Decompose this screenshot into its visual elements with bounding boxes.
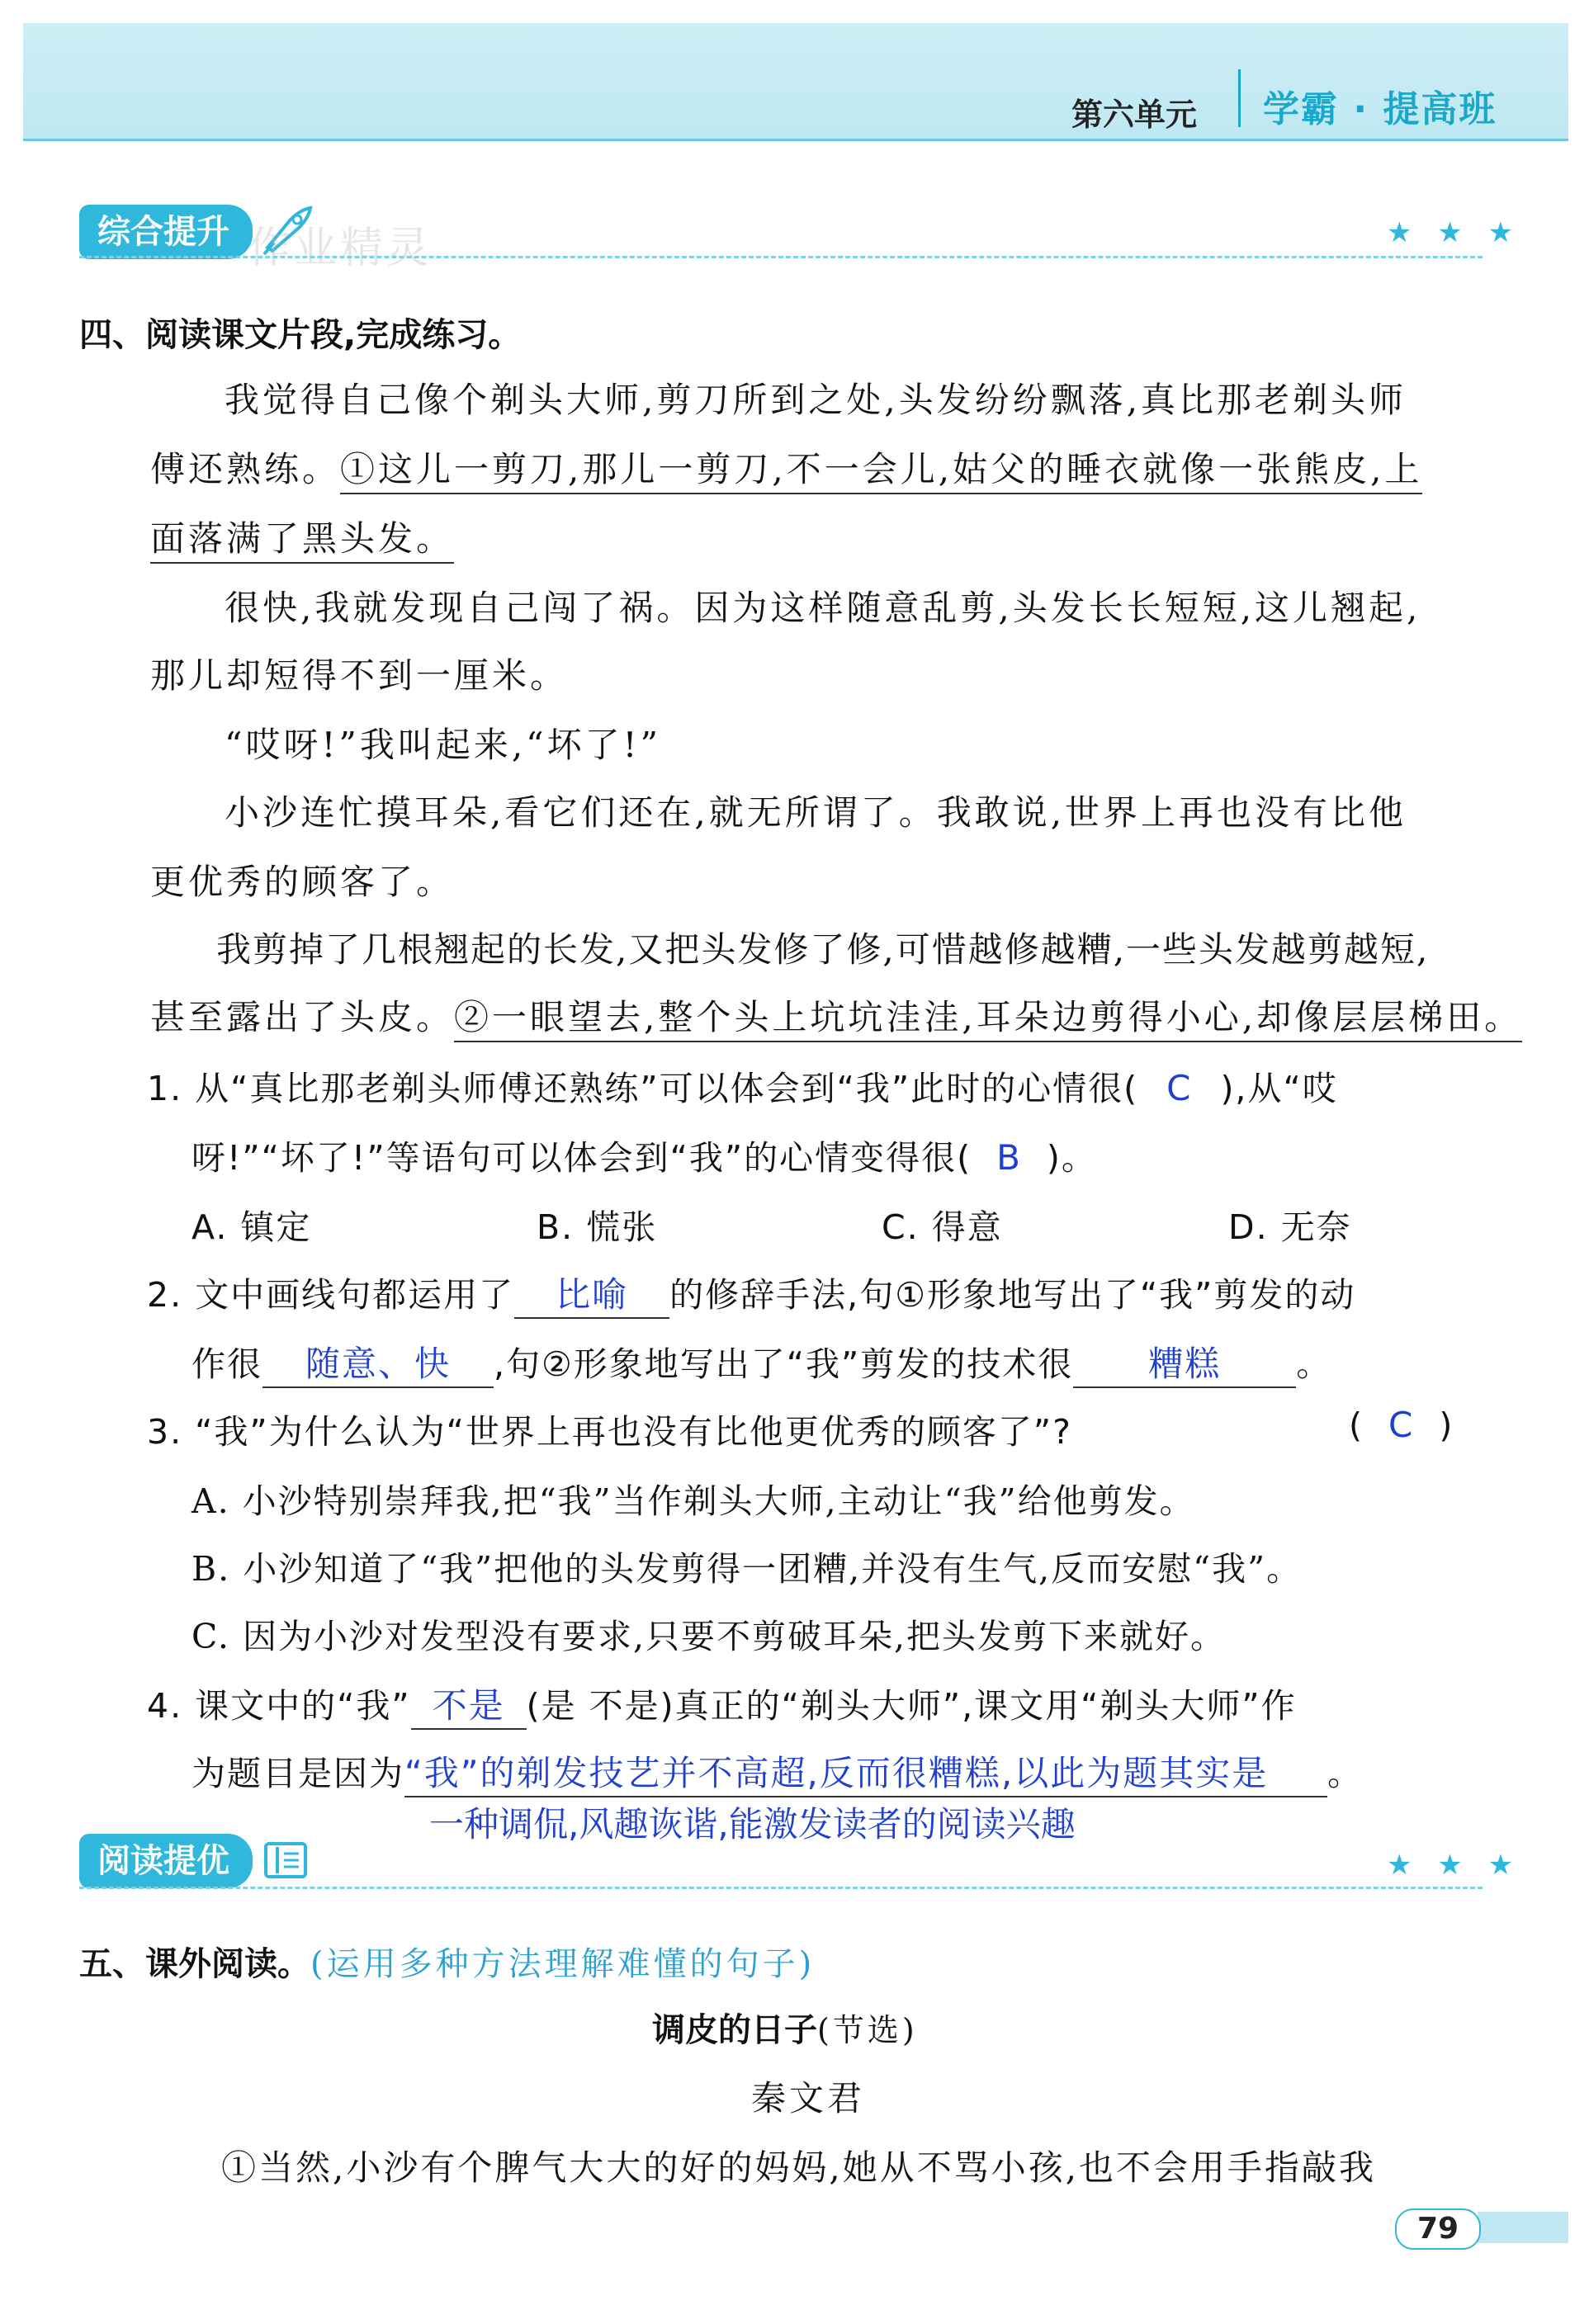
answer-blank-4b: [404, 1746, 1327, 1797]
passage-line-8: 更优秀的顾客了。: [150, 862, 455, 902]
option-3c: C. 因为小沙对发型没有要求,只要不剪破耳朵,把头发剪下来就好。: [192, 1617, 1227, 1656]
question-text: )。: [1046, 1138, 1097, 1178]
story-line-1: ①当然,小沙有个脾气大大的好的妈妈,她从不骂小孩,也不会用手指敲我: [221, 2147, 1377, 2188]
underlined-sentence-1-cont: 面落满了黑头发。: [150, 518, 454, 564]
answer-1a: C: [1166, 1068, 1193, 1108]
passage-line-9: 我剪掉了几根翘起的长发,又把头发修了修,可惜越修越糟,一些头发越剪越短,: [216, 929, 1430, 970]
answer-blank-2b: [262, 1337, 494, 1388]
question-title-text: 五、课外阅读。: [79, 1945, 310, 1983]
option-b: B. 慌张: [537, 1207, 658, 1247]
answer-blank-4a: [411, 1679, 527, 1730]
underlined-sentence-2: ②一眼望去,整个头上坑坑洼洼,耳朵边剪得小心,却像层层梯田。: [454, 997, 1522, 1042]
difficulty-stars: ★ ★ ★: [1387, 216, 1522, 249]
passage-text: 傅还熟练。: [150, 449, 341, 489]
question-text: 4. 课文中的“我”: [147, 1686, 411, 1726]
question-4-cont: [192, 1746, 1363, 1797]
header-divider: [1238, 69, 1241, 127]
answer-2c: 糟糕: [1148, 1344, 1222, 1384]
question-2: [147, 1268, 1355, 1319]
story-author: 秦文君: [751, 2078, 866, 2119]
answer-paren-3: [1349, 1405, 1454, 1445]
watermark: 作业精灵: [248, 224, 433, 273]
question-text: 。: [1327, 1754, 1363, 1793]
difficulty-stars: ★ ★ ★: [1387, 1849, 1522, 1882]
paren: (: [1349, 1405, 1364, 1445]
underlined-sentence-1: ①这儿一剪刀,那儿一剪刀,不一会儿,姑父的睡衣就像一张熊皮,上: [340, 449, 1422, 494]
question-4: [147, 1679, 1297, 1730]
question-title-5: [79, 1938, 815, 1985]
story-title-sub: (节选): [817, 2012, 918, 2048]
question-2-cont: [192, 1337, 1331, 1388]
question-1-cont: [192, 1131, 1097, 1179]
page-number: 79: [1395, 2208, 1481, 2250]
question-text: ),从“哎: [1220, 1069, 1338, 1108]
paren: ): [1439, 1405, 1454, 1445]
section-tag-reading: 阅读提优: [79, 1834, 253, 1888]
option-d: D. 无奈: [1228, 1207, 1352, 1247]
question-text: (是 不是)真正的“剃头大师”,课文用“剃头大师”作: [526, 1686, 1297, 1726]
answer-3: C: [1388, 1405, 1415, 1445]
option-c: C. 得意: [882, 1207, 1003, 1247]
passage-line-4: 很快,我就发现自己闯了祸。因为这样随意乱剪,头发长长短短,这儿翘起,: [225, 588, 1421, 628]
passage-line-10: [150, 990, 1522, 1040]
question-text: 1. 从“真比那老剃头师傅还熟练”可以体会到“我”此时的心情很(: [147, 1069, 1139, 1108]
question-text: 2. 文中画线句都运用了: [147, 1275, 515, 1315]
question-title-4: 四、阅读课文片段,完成练习。: [79, 316, 522, 354]
question-text: 为题目是因为: [192, 1754, 404, 1793]
answer-blank-2a: [514, 1268, 669, 1319]
brand-label: 学霸 · 提高班: [1263, 88, 1497, 130]
passage-line-2: [150, 442, 1422, 492]
footer-band: [1478, 2212, 1568, 2243]
option-3b: B. 小沙知道了“我”把他的头发剪得一团糟,并没有生气,反而安慰“我”。: [192, 1549, 1303, 1589]
option-3a: A. 小沙特别崇拜我,把“我”当作剃头大师,主动让“我”给他剪发。: [192, 1481, 1195, 1521]
question-text: 作很: [192, 1344, 262, 1384]
unit-label: 第六单元: [1071, 97, 1198, 133]
book-icon: [262, 1839, 309, 1885]
answer-2b: 随意、快: [305, 1344, 451, 1384]
passage-line-6: “哎呀!”我叫起来,“坏了!”: [225, 725, 661, 765]
answer-2a: 比喻: [556, 1274, 629, 1315]
passage-line-5: 那儿却短得不到一厘米。: [150, 655, 569, 696]
question-3: 3. “我”为什么认为“世界上再也没有比他更优秀的顾客了”?: [147, 1412, 1072, 1452]
answer-blank-2c: [1073, 1337, 1296, 1388]
question-text: 呀!”“坏了!”等语句可以体会到“我”的心情变得很(: [192, 1138, 972, 1178]
answer-1b: B: [996, 1137, 1022, 1178]
question-text: 的修辞手法,句①形象地写出了“我”剪发的动: [669, 1275, 1356, 1315]
answer-4a: 不是: [432, 1685, 505, 1726]
question-text: ,句②形象地写出了“我”剪发的技术很: [494, 1344, 1074, 1384]
story-title-text: 调皮的日子: [652, 2011, 817, 2049]
option-a: A. 镇定: [192, 1207, 312, 1247]
passage-line-3: [150, 512, 454, 561]
story-title: [652, 2004, 918, 2051]
section-tag-comprehensive: 综合提升: [79, 205, 253, 259]
passage-line-1: 我觉得自己像个剃头大师,剪刀所到之处,头发纷纷飘落,真比那老剃头师: [225, 380, 1407, 420]
answer-4b: “我”的剃发技艺并不高超,反而很糟糕,以此为题其实是: [404, 1753, 1269, 1793]
question-1: [147, 1061, 1338, 1110]
passage-line-7: 小沙连忙摸耳朵,看它们还在,就无所谓了。我敢说,世界上再也没有比他: [225, 792, 1407, 833]
passage-text: 甚至露出了头皮。: [150, 997, 455, 1037]
section-divider: [79, 256, 1483, 258]
question-hint: (运用多种方法理解难懂的句子): [310, 1945, 816, 1983]
answer-4b-cont: 一种调侃,风趣诙谐,能激发读者的阅读兴趣: [429, 1804, 1076, 1845]
question-text: 。: [1296, 1344, 1332, 1384]
section-divider: [79, 1887, 1483, 1889]
